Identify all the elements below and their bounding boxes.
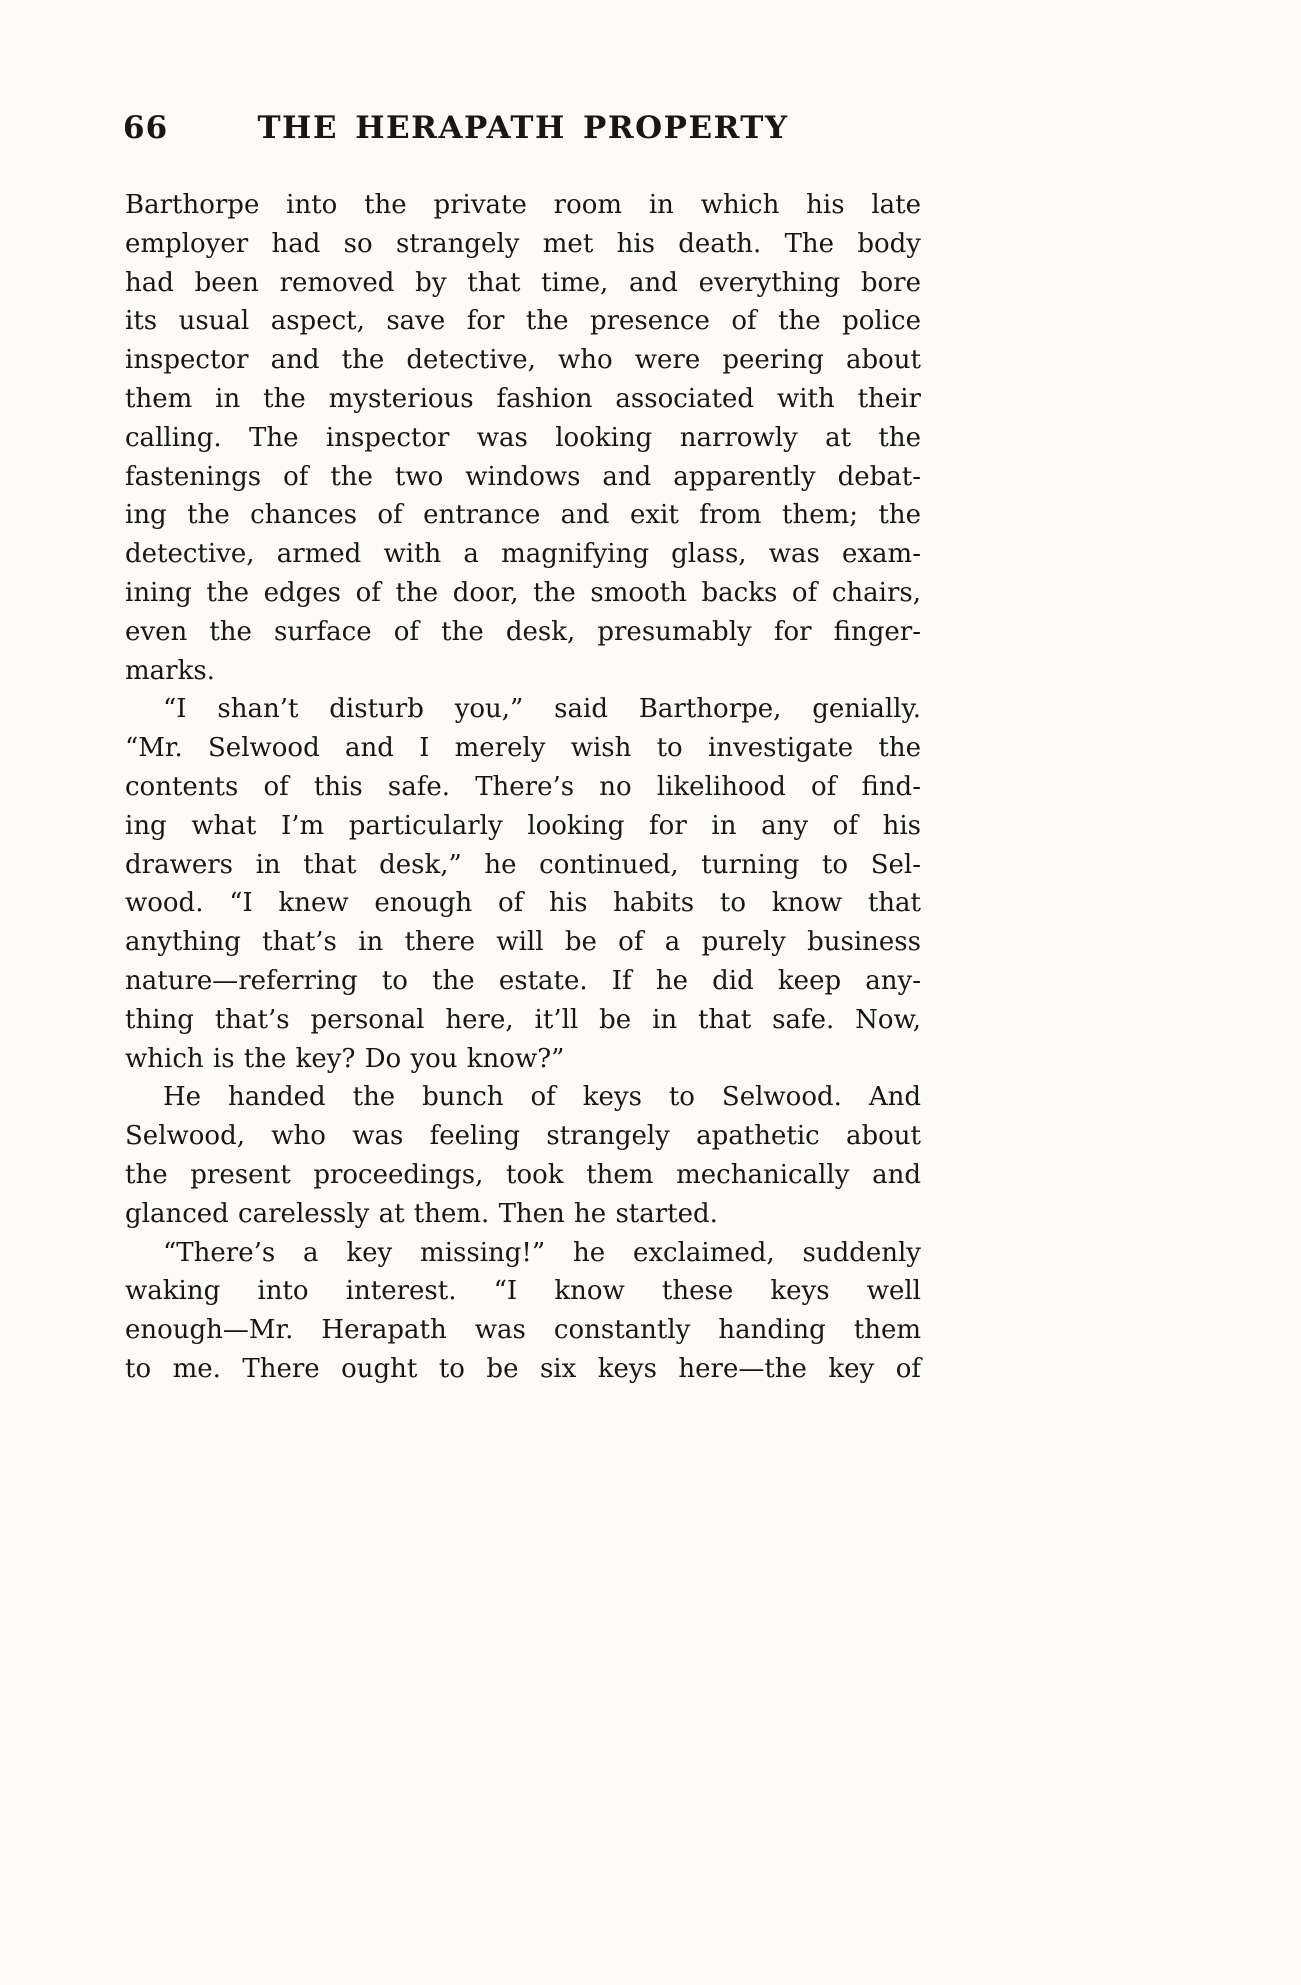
text-line: “I shan’t disturb you,” said Barthorpe, genially. bbox=[163, 694, 921, 725]
text-line: employer had so strangely met his death. The body bbox=[125, 228, 921, 259]
text-line: He handed the bunch of keys to Selwood. And bbox=[163, 1082, 921, 1113]
running-head bbox=[125, 110, 921, 152]
text-line: ing what I’m particularly looking for in any of his bbox=[125, 810, 921, 841]
page-content bbox=[125, 110, 921, 1389]
text-line: them in the mysterious fashion associated with their bbox=[125, 383, 921, 414]
text-line: anything that’s in there will be of a purely business bbox=[125, 927, 921, 958]
page-number: 66 bbox=[123, 110, 169, 146]
text-line: contents of this safe. There’s no likelihood of find- bbox=[125, 771, 921, 802]
text-line: fastenings of the two windows and apparently debat- bbox=[125, 461, 921, 492]
text-line: detective, armed with a magnifying glass, was exam- bbox=[125, 539, 921, 570]
text-line: waking into interest. “I know these keys well bbox=[125, 1276, 921, 1307]
text-line: had been removed by that time, and everything bore bbox=[125, 267, 921, 298]
paragraph bbox=[125, 186, 921, 690]
paragraph bbox=[125, 1234, 921, 1389]
text-line: thing that’s personal here, it’ll be in that safe. Now, bbox=[125, 1004, 921, 1035]
text-line: wood. “I knew enough of his habits to know that bbox=[125, 888, 921, 919]
text-line: inspector and the detective, who were peering about bbox=[125, 345, 921, 376]
text-line: marks. bbox=[125, 655, 215, 686]
text-line: Selwood, who was feeling strangely apathetic about bbox=[125, 1121, 921, 1152]
text-line: enough—Mr. Herapath was constantly handing them bbox=[125, 1315, 921, 1346]
text-line: drawers in that desk,” he continued, turning to Sel- bbox=[125, 849, 921, 880]
text-line: “There’s a key missing!” he exclaimed, suddenly bbox=[163, 1237, 921, 1268]
body-text bbox=[125, 186, 921, 1389]
text-line: the present proceedings, took them mechanically and bbox=[125, 1159, 921, 1190]
text-line: nature—referring to the estate. If he did keep any- bbox=[125, 965, 921, 996]
text-line: glanced carelessly at them. Then he started. bbox=[125, 1198, 718, 1229]
text-line: ining the edges of the door, the smooth backs of chairs, bbox=[125, 577, 921, 608]
text-line: Barthorpe into the private room in which his late bbox=[125, 190, 921, 220]
paragraph bbox=[125, 1078, 921, 1233]
text-line: its usual aspect, save for the presence of the police bbox=[125, 306, 921, 337]
text-line: “Mr. Selwood and I merely wish to investigate the bbox=[125, 733, 921, 764]
text-line: to me. There ought to be six keys here—the key of bbox=[125, 1353, 921, 1384]
text-line: ing the chances of entrance and exit from them; the bbox=[125, 500, 921, 531]
text-line: calling. The inspector was looking narrowly at the bbox=[125, 422, 921, 453]
paragraph bbox=[125, 690, 921, 1078]
text-line: which is the key? Do you know?” bbox=[125, 1043, 565, 1074]
text-line: even the surface of the desk, presumably for finger- bbox=[125, 616, 921, 647]
running-title: THE HERAPATH PROPERTY bbox=[257, 110, 789, 146]
